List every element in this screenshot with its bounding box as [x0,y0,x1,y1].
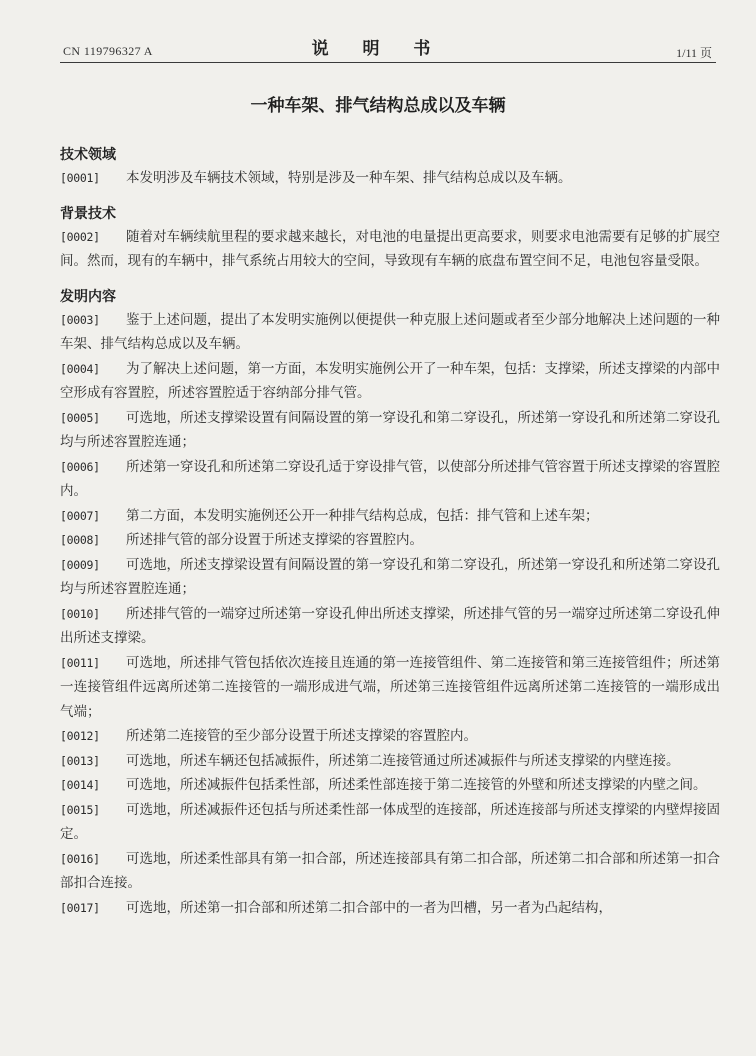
paragraph-text: 鉴于上述问题，提出了本发明实施例以便提供一种克服上述问题或者至少部分地解决上述问题的一种车架、排气结构总成以及车辆。 [60,311,720,352]
paragraph-text: 随着对车辆续航里程的要求越来越长，对电池的电量提出更高要求，则要求电池需要有足够的扩展空间。然而，现有的车辆中，排气系统占用较大的空间，导致现有车辆的底盘布置空间不足，电池包容量受限。 [60,228,720,269]
paragraph-text: 可选地，所述排气管包括依次连接且连通的第一连接管组件、第二连接管和第三连接管组件；所述第一连接管组件远离所述第二连接管的一端形成进气端，所述第三连接管组件远离所述第二连接管的一端形成出气端； [60,654,720,720]
paragraph-number: [0009] [60,557,100,572]
paragraph-number: [0003] [60,312,100,327]
paragraph [60,308,720,357]
paragraph-number: [0014] [60,778,100,792]
paragraph-text: 所述第二连接管的至少部分设置于所述支撑梁的容置腔内。 [126,728,477,744]
paragraph-text: 为了解决上述问题，第一方面，本发明实施例公开了一种车架，包括：支撑梁，所述支撑梁的内部中空形成有容置腔，所述容置腔适于容纳部分排气管。 [60,360,720,401]
paragraph [60,896,720,921]
paragraph [60,528,720,553]
document-body [60,144,720,920]
paragraph-text: 所述排气管的部分设置于所述支撑梁的容置腔内。 [126,532,423,548]
paragraph [60,225,720,274]
paragraph [60,166,720,191]
section-technical-field [60,144,720,191]
section-heading: 发明内容 [60,288,116,305]
paragraph [60,749,720,774]
paragraph-text: 可选地，所述支撑梁设置有间隔设置的第一穿设孔和第二穿设孔，所述第一穿设孔和所述第二穿设孔均与所述容置腔连通； [60,556,720,597]
paragraph-number: [0005] [60,410,100,425]
paragraph-number: [0010] [60,606,100,621]
paragraph [60,504,720,529]
paragraph-number: [0012] [60,729,100,743]
paragraph-number: [0002] [60,229,100,244]
section-summary [60,286,720,921]
paragraph-text: 可选地，所述车辆还包括减振件，所述第二连接管通过所述减振件与所述支撑梁的内壁连接。 [126,752,680,769]
paragraph [60,798,720,847]
section-heading: 背景技术 [60,205,116,222]
paragraph-text: 可选地，所述减振件包括柔性部，所述柔性部连接于第二连接管的外壁和所述支撑梁的内壁之间。 [126,777,707,793]
paragraph-number: [0007] [60,508,100,523]
paragraph [60,455,720,504]
paragraph [60,724,720,749]
paragraph [60,602,720,651]
paragraph-text: 可选地，所述减振件还包括与所述柔性部一体成型的连接部，所述连接部与所述支撑梁的内壁焊接固定。 [60,801,720,842]
section-background [60,203,720,274]
section-heading: 技术领域 [60,147,116,163]
paragraph-text: 可选地，所述柔性部具有第一扣合部，所述连接部具有第二扣合部，所述第二扣合部和所述第一扣合部扣合连接。 [60,850,720,891]
paragraph [60,773,720,798]
paragraph-text: 所述第一穿设孔和所述第二穿设孔适于穿设排气管，以使部分所述排气管容置于所述支撑梁的容置腔内。 [60,458,720,499]
paragraph-number: [0013] [60,753,100,768]
paragraph-text: 可选地，所述第一扣合部和所述第二扣合部中的一者为凹槽，另一者为凸起结构， [126,899,612,916]
document-title: 一种车架、排气结构总成以及车辆 [250,96,506,116]
paragraph-text: 所述排气管的一端穿过所述第一穿设孔伸出所述支撑梁，所述排气管的另一端穿过所述第二穿设孔伸出所述支撑梁。 [60,605,720,646]
paragraph [60,847,720,896]
header-title: 说 明 书 [311,39,445,59]
paragraph [60,406,720,455]
paragraph-number: [0016] [60,851,100,866]
header-divider [60,62,716,63]
paragraph-text: 可选地，所述支撑梁设置有间隔设置的第一穿设孔和第二穿设孔，所述第一穿设孔和所述第二穿设孔均与所述容置腔连通； [60,409,720,450]
page-header [0,0,756,64]
paragraph [60,357,720,406]
paragraph-number: [0017] [60,900,100,915]
document-number: CN 119796327 A [63,44,153,58]
paragraph-number: [0011] [60,655,100,670]
paragraph [60,651,720,725]
paragraph-text: 第二方面，本发明实施例还公开一种排气结构总成，包括：排气管和上述车架； [126,507,599,524]
page-number: 1/11 页 [676,46,712,60]
paragraph-number: [0001] [60,171,100,185]
paragraph-number: [0004] [60,361,100,376]
paragraph [60,553,720,602]
paragraph-number: [0008] [60,533,100,547]
paragraph-number: [0006] [60,459,100,474]
paragraph-number: [0015] [60,802,100,817]
paragraph-text: 本发明涉及车辆技术领域，特别是涉及一种车架、排气结构总成以及车辆。 [126,170,572,186]
